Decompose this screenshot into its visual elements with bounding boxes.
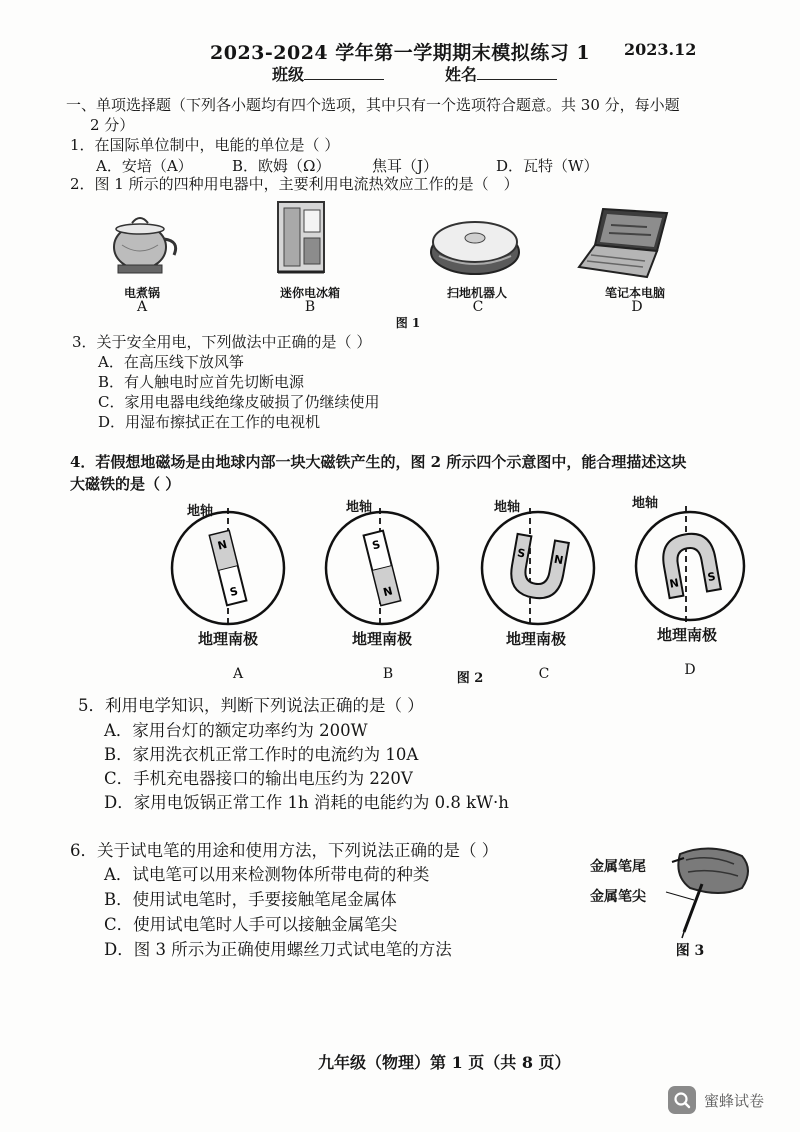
q3-stem: 3．关于安全用电，下列做法中正确的是（ ） xyxy=(72,333,372,351)
q2-letter-a: A xyxy=(136,299,148,315)
mini-fridge-image xyxy=(270,196,334,278)
watermark xyxy=(668,1086,764,1114)
q2-stem: 2．图 1 所示的四种用电器中，主要利用电流热效应工作的是（ ） xyxy=(70,175,519,193)
section1-line1: 一、单项选择题（下列各小题均有四个选项，其中只有一个选项符合题意。共 30 分，每小题 xyxy=(66,96,680,114)
q2-letter-b: B xyxy=(304,299,316,315)
magnet-b-s: S xyxy=(370,537,382,553)
q6-option-c: C．使用试电笔时人手可以接触金属笔尖 xyxy=(104,915,398,934)
magnet-d-s: S xyxy=(706,569,717,585)
page-footer: 九年级（物理）第 1 页（共 8 页） xyxy=(318,1053,571,1072)
q4-letter-b: B xyxy=(382,666,394,682)
axis-label-d: 地轴 xyxy=(632,496,659,511)
tester-tip-label: 金属笔尖 xyxy=(590,889,646,905)
magnet-b-n: N xyxy=(381,584,394,600)
q5-option-c: C．手机充电器接口的输出电压约为 220V xyxy=(104,769,413,788)
q6-option-d: D．图 3 所示为正确使用螺丝刀式试电笔的方法 xyxy=(104,940,452,959)
magnet-a-n: N xyxy=(216,537,229,553)
class-label: 班级 xyxy=(272,65,305,84)
q1-option-a: A．安培（A） xyxy=(96,157,193,175)
q5-option-b: B．家用洗衣机正常工作时的电流约为 10A xyxy=(104,745,419,764)
robot-vacuum-image xyxy=(425,210,525,280)
name-field xyxy=(445,62,557,85)
q2-letter-c: C xyxy=(472,299,484,315)
q2-caption-c: 扫地机器人 xyxy=(446,286,507,300)
q2-caption-b: 迷你电冰箱 xyxy=(279,286,340,300)
q4-letter-d: D xyxy=(684,662,696,678)
figure-3-caption: 图 3 xyxy=(675,943,705,959)
q2-letter-d: D xyxy=(631,299,643,315)
watermark-search-icon xyxy=(668,1086,696,1114)
q3-option-d: D．用湿布擦拭正在工作的电视机 xyxy=(98,413,321,431)
q5-option-d: D．家用电饭锅正常工作 1h 消耗的电能约为 0.8 kW·h xyxy=(104,793,509,812)
exam-title: 2023-2024 学年第一学期期末模拟练习 1 xyxy=(210,42,591,64)
class-field xyxy=(272,62,384,85)
south-pole-label-b: 地理南极 xyxy=(352,630,413,648)
q4-letter-c: C xyxy=(538,666,550,682)
tester-tail-label: 金属笔尾 xyxy=(590,859,646,875)
axis-label-c: 地轴 xyxy=(494,500,521,515)
magnet-c-n: N xyxy=(553,552,565,568)
q4-stem-line2: 大磁铁的是（ ） xyxy=(70,475,181,493)
electric-pot-image xyxy=(104,205,184,275)
q1-option-b: B．欧姆（Ω） xyxy=(232,157,331,175)
magnet-c-s: S xyxy=(516,546,527,561)
q6-stem: 6．关于试电笔的用途和使用方法，下列说法正确的是（ ） xyxy=(70,841,499,860)
q3-option-a: A．在高压线下放风筝 xyxy=(98,353,244,371)
exam-date: 2023.12 xyxy=(624,40,697,59)
magnet-d-n: N xyxy=(668,576,680,591)
q3-option-c: C．家用电器电线绝缘皮破损了仍继续使用 xyxy=(98,393,380,411)
section1-line2: 2 分） xyxy=(90,116,135,134)
magnet-a-s: S xyxy=(228,584,240,600)
figure-1-caption: 图 1 xyxy=(395,316,421,330)
axis-label-a: 地轴 xyxy=(187,504,214,519)
name-blank xyxy=(477,65,557,80)
watermark-text: 蜜蜂试卷 xyxy=(704,1091,765,1110)
q1-stem: 1．在国际单位制中，电能的单位是（ ） xyxy=(70,136,340,154)
earth-diagram-c xyxy=(468,498,608,628)
figure-2-caption: 图 2 xyxy=(456,671,484,686)
laptop-image xyxy=(577,205,671,280)
q2-caption-d: 笔记本电脑 xyxy=(604,286,665,300)
name-label: 姓名 xyxy=(445,65,478,84)
earth-diagram-d xyxy=(620,494,760,624)
q1-option-d: D．瓦特（W） xyxy=(496,157,599,175)
q1-option-c: 焦耳（J） xyxy=(372,157,439,175)
class-blank xyxy=(304,65,384,80)
earth-diagram-a xyxy=(158,498,298,628)
q6-option-a: A．试电笔可以用来检测物体所带电荷的种类 xyxy=(104,865,430,884)
q6-option-b: B．使用试电笔时，手要接触笔尾金属体 xyxy=(104,890,397,909)
q3-option-b: B．有人触电时应首先切断电源 xyxy=(98,373,305,391)
south-pole-label-d: 地理南极 xyxy=(657,626,718,644)
axis-label-b: 地轴 xyxy=(346,500,373,515)
q4-letter-a: A xyxy=(232,666,244,682)
q5-option-a: A．家用台灯的额定功率约为 200W xyxy=(104,721,368,740)
q5-stem: 5．利用电学知识，判断下列说法正确的是（ ） xyxy=(78,696,424,715)
south-pole-label-a: 地理南极 xyxy=(198,630,259,648)
q2-caption-a: 电煮锅 xyxy=(123,286,160,300)
screwdriver-tester-image xyxy=(650,840,760,940)
q4-stem-line1: 4．若假想地磁场是由地球内部一块大磁铁产生的，图 2 所示四个示意图中，能合理描述这块 xyxy=(70,453,687,471)
south-pole-label-c: 地理南极 xyxy=(506,630,567,648)
earth-diagram-b xyxy=(312,498,452,628)
